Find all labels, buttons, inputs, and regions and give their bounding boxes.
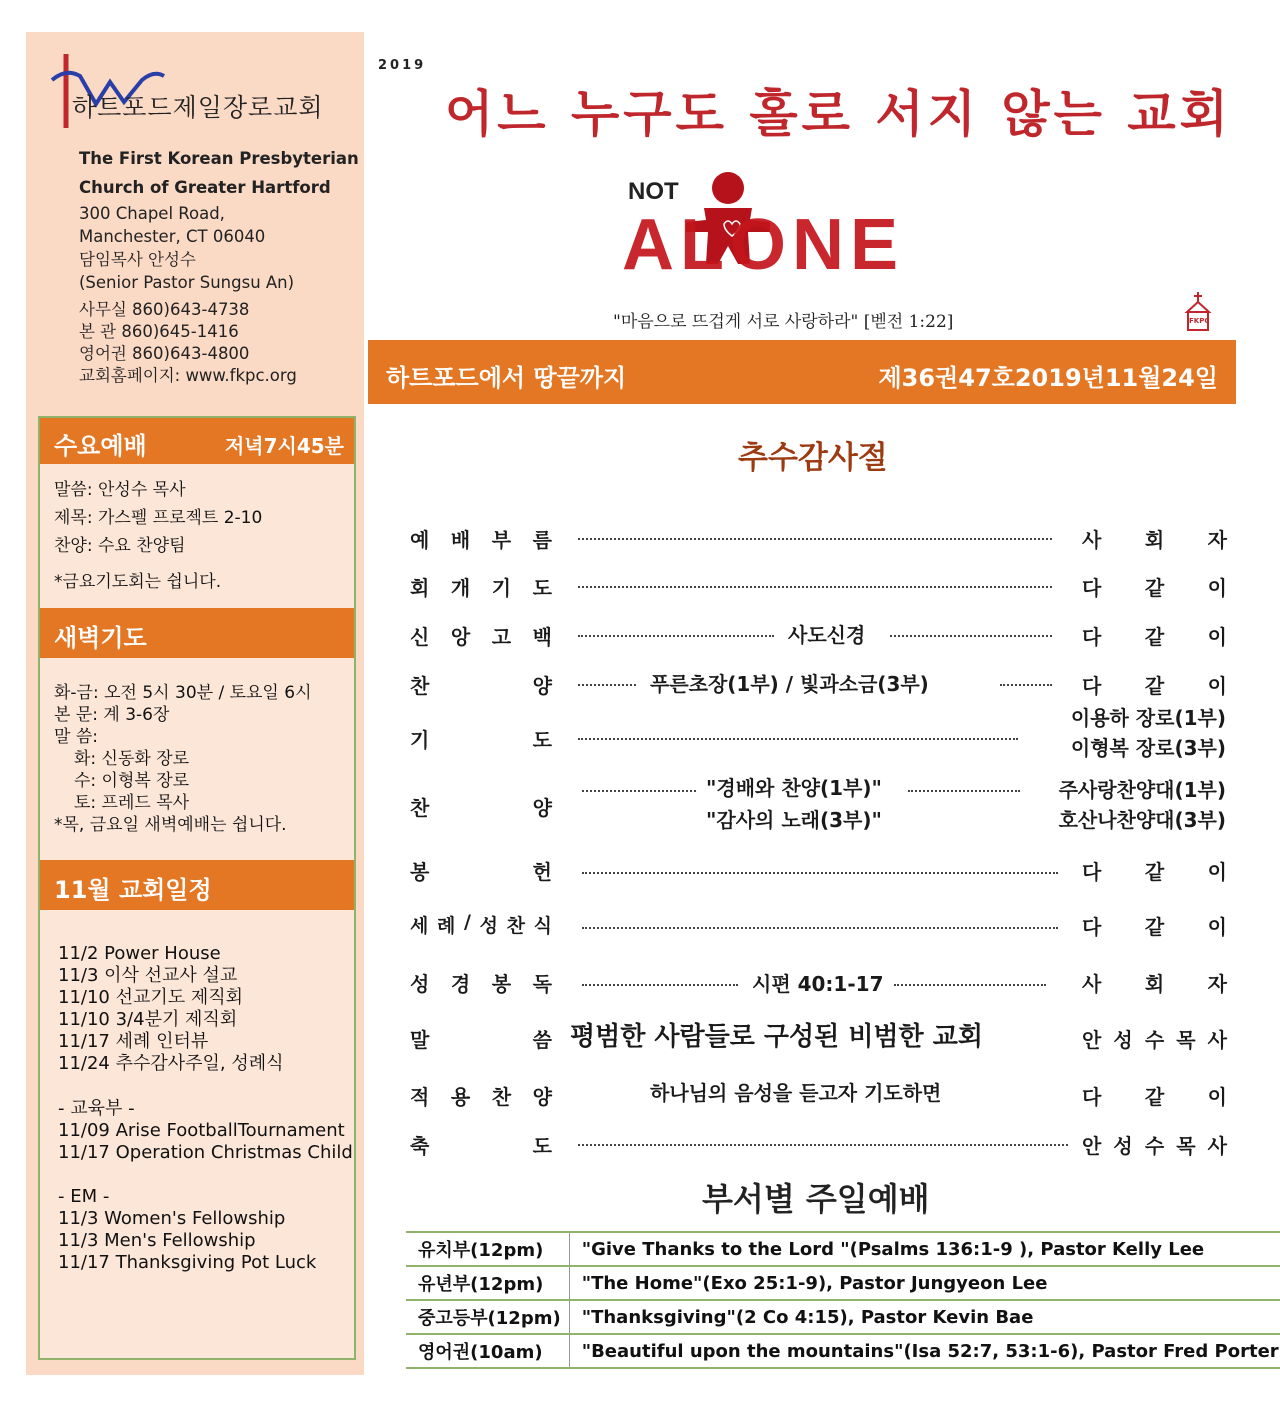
label-char: 세 (410, 915, 429, 937)
label-char: 사 (1207, 1134, 1227, 1158)
label-char: 자 (1207, 972, 1227, 996)
wednesday-speaker: 말씀: 안성수 목사 (54, 480, 186, 500)
logo-alone: ALONE (622, 205, 904, 285)
order-label (410, 1024, 552, 1053)
label-char: 같 (1144, 674, 1165, 698)
order-item: 시편 40:1-17 (752, 972, 884, 996)
wednesday-topic: 제목: 가스펠 프로젝트 2-10 (54, 508, 263, 528)
dawn-note: *목, 금요일 새벽예배는 쉽니다. (54, 815, 287, 835)
label-char: 찬 (506, 915, 525, 937)
dept-name: 영어권(10am) (406, 1334, 569, 1368)
order-leader (1082, 524, 1227, 553)
page-title: 어느 누구도 홀로 서지 않는 교회 (445, 84, 1232, 143)
bible-verse: "마음으로 뜨겁게 서로 사랑하라" [벧전 1:22] (613, 312, 954, 332)
order-leader (1082, 670, 1227, 699)
order-row (410, 516, 1230, 556)
order-label (410, 911, 552, 938)
order-row (410, 1073, 1230, 1113)
order-row (410, 848, 1230, 888)
schedule-item: 11/17 세례 인터뷰 (58, 1031, 209, 1052)
label-char: 같 (1144, 625, 1165, 649)
dawn-time: 화-금: 오전 5시 30분 / 토요일 6시 (54, 683, 312, 703)
label-char: 양 (532, 1085, 552, 1109)
order-leader (1082, 572, 1227, 601)
schedule-header (40, 860, 354, 910)
dot-leader (578, 1144, 1068, 1146)
church-icon-label: FKPC (1189, 317, 1210, 325)
dot-leader (582, 984, 738, 986)
order-label (410, 856, 552, 885)
order-row (410, 1016, 1230, 1056)
label-char: 수 (1144, 1134, 1165, 1158)
order-row (410, 776, 1230, 840)
order-leader (1082, 911, 1227, 940)
label-char: 백 (532, 625, 552, 649)
label-char: 다 (1082, 674, 1102, 698)
order-label (410, 968, 552, 997)
label-char: 회 (1144, 528, 1165, 552)
label-char: 이 (1207, 860, 1227, 884)
dawn-title: 새벽기도 (54, 624, 147, 652)
label-char: 사 (1082, 972, 1102, 996)
label-char: 기 (410, 728, 430, 752)
table-row (406, 1300, 1280, 1334)
label-char: 성 (1113, 1028, 1133, 1052)
label-char: 헌 (532, 860, 552, 884)
label-char: 안 (1082, 1028, 1102, 1052)
dot-leader (582, 790, 696, 792)
year-label: 2019 (378, 58, 427, 73)
label-char: 도 (532, 1134, 552, 1158)
dawn-sat: 토: 프레드 목사 (74, 793, 190, 813)
label-char: 도 (532, 576, 552, 600)
label-char: 다 (1082, 625, 1102, 649)
phone-main: 본 관 860)645-1416 (79, 322, 239, 341)
label-char: 봉 (410, 860, 430, 884)
dot-leader (578, 538, 1052, 540)
label-char: / (464, 911, 471, 933)
label-char: 성 (479, 915, 498, 937)
order-label (410, 670, 552, 699)
order-item: "감사의 노래(3부)" (706, 808, 882, 832)
order-label (410, 524, 552, 553)
not-alone-logo (600, 160, 1000, 290)
label-char: 다 (1082, 1085, 1102, 1109)
label-char: 이 (1207, 625, 1227, 649)
dot-leader (578, 635, 774, 637)
label-char: 같 (1144, 915, 1165, 939)
label-char: 이 (1207, 1085, 1227, 1109)
label-char: 다 (1082, 860, 1102, 884)
order-leader (1082, 968, 1227, 997)
dot-leader (894, 984, 1046, 986)
dawn-text-ref: 본 문: 계 3-6장 (54, 705, 170, 725)
em-item: 11/17 Thanksgiving Pot Luck (58, 1252, 317, 1273)
schedule-item: 11/3 이삭 선교사 설교 (58, 965, 238, 986)
order-leader (1082, 1024, 1227, 1053)
label-char: 같 (1144, 860, 1165, 884)
label-char: 축 (410, 1134, 430, 1158)
table-row (406, 1334, 1280, 1368)
dawn-speakers-label: 말 씀: (54, 727, 98, 747)
dot-leader (578, 684, 636, 686)
order-row (410, 903, 1230, 943)
order-label (410, 621, 552, 650)
label-char: 앙 (450, 625, 471, 649)
label-char: 씀 (532, 1028, 552, 1052)
dot-leader (908, 790, 1020, 792)
table-row (406, 1232, 1280, 1266)
banner-issue-date: 제36권47호2019년11월24일 (878, 364, 1218, 392)
order-item: "경배와 찬양(1부)" (706, 776, 882, 800)
edu-item: 11/17 Operation Christmas Child (58, 1142, 353, 1163)
dot-leader (582, 872, 1058, 874)
dot-leader (578, 738, 1018, 740)
label-char: 목 (1176, 1028, 1196, 1052)
label-char: 부 (491, 528, 512, 552)
dept-name: 중고등부(12pm) (406, 1300, 569, 1334)
dot-leader (578, 586, 1052, 588)
order-item: 푸른초장(1부) / 빛과소금(3부) (650, 672, 929, 696)
order-row (410, 960, 1230, 1000)
schedule-title: 11월 교회일정 (54, 876, 212, 904)
em-item: 11/3 Men's Fellowship (58, 1230, 256, 1251)
table-row (406, 1266, 1280, 1300)
label-char: 다 (1082, 576, 1102, 600)
dept-name: 유년부(12pm) (406, 1266, 569, 1300)
label-char: 적 (410, 1085, 430, 1109)
dept-detail: "The Home"(Exo 25:1-9), Pastor Jungyeon Lee (569, 1266, 1280, 1300)
label-char: 기 (491, 576, 512, 600)
order-leader (1082, 856, 1227, 885)
edu-item: 11/09 Arise FootballTournament (58, 1120, 345, 1141)
order-label (410, 1130, 552, 1159)
church-address: 300 Chapel Road, Manchester, CT 06040 담임목사 안성수 (Senior Pastor Sungsu An) (79, 204, 295, 292)
em-item: 11/3 Women's Fellowship (58, 1208, 286, 1229)
order-label (410, 572, 552, 601)
church-name-en: The First Korean Presbyterian Church of Greater Hartford (79, 149, 359, 197)
sidebar-info-box (38, 416, 356, 1360)
church-name-ko: 하트포드제일장로교회 (72, 93, 324, 122)
label-char: 용 (450, 1085, 471, 1109)
label-char: 같 (1144, 576, 1165, 600)
dept-detail: "Give Thanks to the Lord "(Psalms 136:1-9 ), Pastor Kelly Lee (569, 1232, 1280, 1266)
label-char: 이 (1207, 915, 1227, 939)
order-label (410, 724, 552, 753)
dept-detail: "Beautiful upon the mountains"(Isa 52:7, 53:1-6), Pastor Fred Porter (569, 1334, 1280, 1368)
dept-detail: "Thanksgiving"(2 Co 4:15), Pastor Kevin Bae (569, 1300, 1280, 1334)
label-char: 양 (532, 796, 552, 820)
sidebar (26, 32, 364, 1375)
label-char: 도 (532, 728, 552, 752)
label-char: 찬 (410, 796, 430, 820)
label-char: 양 (532, 674, 552, 698)
label-char: 경 (450, 972, 471, 996)
order-leader: 주사랑찬양대(1부) (1058, 778, 1226, 802)
service-title: 추수감사절 (738, 440, 888, 476)
sermon-title: 평범한 사람들로 구성된 비범한 교회 (570, 1022, 983, 1052)
label-char: 목 (1176, 1134, 1196, 1158)
label-char: 독 (532, 972, 552, 996)
label-char: 사 (1207, 1028, 1227, 1052)
order-row (410, 706, 1230, 772)
em-label: - EM - (58, 1186, 110, 1207)
order-row (410, 564, 1230, 604)
label-char: 봉 (491, 972, 512, 996)
label-char: 고 (491, 625, 512, 649)
order-item: 사도신경 (788, 623, 866, 647)
order-leader: 호산나찬양대(3부) (1058, 808, 1226, 832)
church-building-icon (1183, 292, 1213, 332)
schedule-item: 11/10 선교기도 제직회 (58, 987, 244, 1008)
order-leader: 이형복 장로(3부) (1070, 736, 1226, 760)
label-char: 성 (1113, 1134, 1133, 1158)
label-char: 예 (410, 528, 430, 552)
order-leader (1082, 1130, 1227, 1159)
banner-motto: 하트포드에서 땅끝까지 (386, 364, 627, 392)
wednesday-title: 수요예배 (54, 432, 147, 460)
label-char: 례 (437, 915, 456, 937)
label-char: 다 (1082, 915, 1102, 939)
dept-name: 유치부(12pm) (406, 1232, 569, 1266)
dawn-tue: 화: 신동화 장로 (74, 749, 190, 769)
order-leader (1082, 621, 1227, 650)
dot-leader (1000, 684, 1052, 686)
label-char: 찬 (491, 1085, 512, 1109)
order-row (410, 662, 1230, 702)
label-char: 안 (1082, 1134, 1102, 1158)
label-char: 신 (410, 625, 430, 649)
wednesday-time: 저녁7시45분 (224, 434, 344, 458)
order-row (410, 1122, 1230, 1162)
label-char: 개 (450, 576, 471, 600)
order-label (410, 1081, 552, 1110)
label-char: 말 (410, 1028, 430, 1052)
phone-em: 영어권 860)643-4800 (79, 344, 250, 363)
label-char: 같 (1144, 1085, 1165, 1109)
schedule-item: 11/2 Power House (58, 943, 221, 964)
departments-table (406, 1231, 1280, 1369)
homepage-link[interactable]: 교회홈페이지: www.fkpc.org (79, 366, 297, 385)
logo-not: NOT (628, 178, 679, 205)
label-char: 수 (1144, 1028, 1165, 1052)
label-char: 찬 (410, 674, 430, 698)
label-char: 식 (533, 915, 552, 937)
dawn-wed: 수: 이형복 장로 (74, 771, 190, 791)
schedule-item: 11/24 추수감사주일, 성례식 (58, 1053, 284, 1074)
wednesday-note: *금요기도회는 쉽니다. (54, 572, 222, 592)
label-char: 사 (1082, 528, 1102, 552)
label-char: 자 (1207, 528, 1227, 552)
order-leader: 이용하 장로(1부) (1070, 706, 1226, 730)
label-char: 배 (450, 528, 471, 552)
order-leader (1082, 1081, 1227, 1110)
dawn-header (40, 608, 354, 658)
issue-banner (368, 340, 1236, 404)
order-label (410, 792, 552, 821)
dot-leader (890, 635, 1052, 637)
contact-info (79, 299, 297, 387)
label-char: 회 (1144, 972, 1165, 996)
wednesday-choir: 찬양: 수요 찬양팀 (54, 536, 186, 556)
label-char: 이 (1207, 576, 1227, 600)
phone-office: 사무실 860)643-4738 (79, 300, 250, 319)
label-char: 회 (410, 576, 430, 600)
wednesday-header (40, 418, 354, 464)
label-char: 이 (1207, 674, 1227, 698)
edu-label: - 교육부 - (58, 1098, 135, 1119)
schedule-item: 11/10 3/4분기 제직회 (58, 1009, 238, 1030)
label-char: 름 (532, 528, 552, 552)
departments-title: 부서별 주일예배 (702, 1180, 930, 1218)
order-item: 하나님의 음성을 듣고자 기도하면 (650, 1081, 942, 1105)
order-row (410, 613, 1230, 653)
dot-leader (582, 927, 1058, 929)
label-char: 성 (410, 972, 430, 996)
